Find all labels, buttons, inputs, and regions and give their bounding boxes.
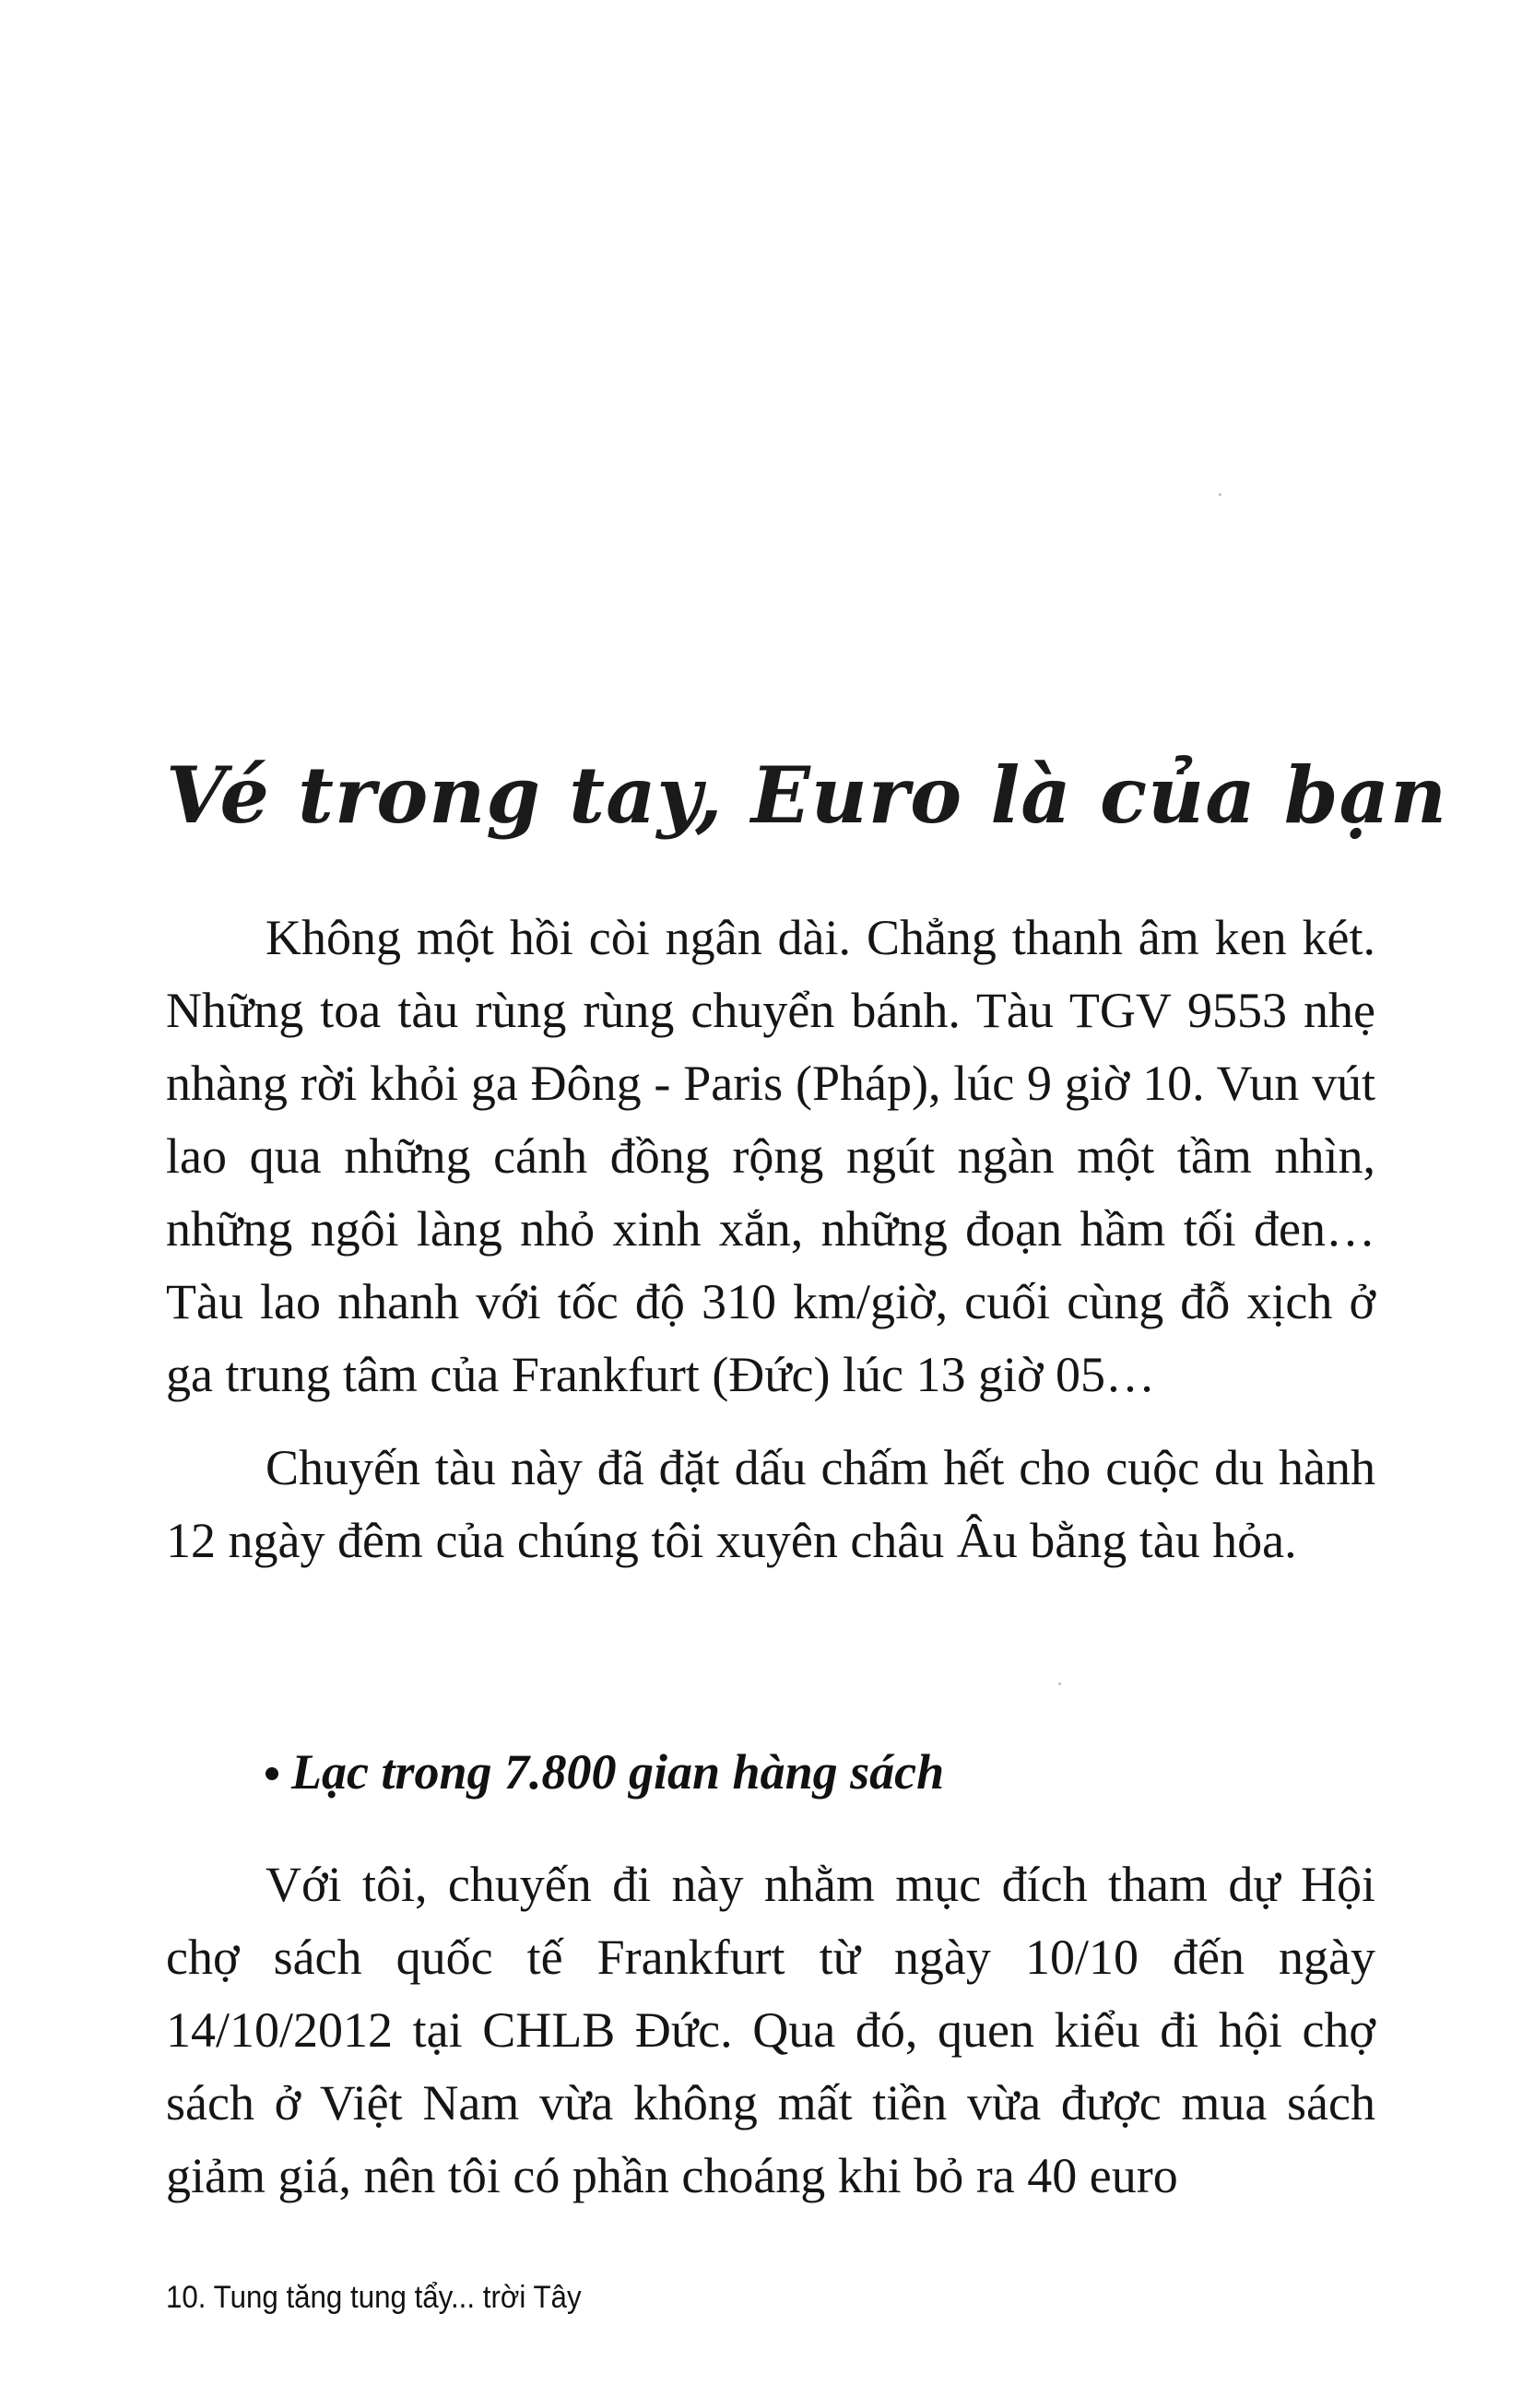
footer-separator: . xyxy=(197,2280,214,2315)
bullet-icon xyxy=(266,1767,278,1780)
paper-speck xyxy=(1219,493,1221,496)
paragraph-journey-end: Chuyến tàu này đã đặt dấu chấm hết cho cuộc du hành 12 ngày đêm của chúng tôi xuyên châu Âu bằng tàu hỏa. xyxy=(166,1440,1375,1568)
page-footer xyxy=(166,2277,582,2318)
section-heading xyxy=(266,1736,944,1809)
paragraph-train-journey: Không một hồi còi ngân dài. Chẳng thanh âm ken két. Những toa tàu rùng rùng chuyển bánh. Tàu TGV 9553 nhẹ nhàng rời khỏi ga Đông - Paris (Pháp), lúc 9 giờ 10. Vun vút lao qua những cánh đồng rộng ngút ngàn một tầm nhìn, những ngôi làng nhỏ xinh xắn, những đoạn hầm tối đen… Tàu lao nhanh với tốc độ 310 km/giờ, cuối cùng đỗ xịch ở ga trung tâm của Frankfurt (Đức) lúc 13 giờ 05… xyxy=(166,910,1375,1402)
paper-speck xyxy=(1058,1682,1061,1685)
running-book-title: Tung tăng tung tẩy... trời Tây xyxy=(213,2280,582,2315)
page-number: 10 xyxy=(166,2280,198,2315)
body-block-book-fair xyxy=(166,1848,1375,2213)
paragraph-book-fair: Với tôi, chuyến đi này nhằm mục đích tham dự Hội chợ sách quốc tế Frankfurt từ ngày 10/10 đến ngày 14/10/2012 tại CHLB Đức. Qua đó, quen kiểu đi hội chợ sách ở Việt Nam vừa không mất tiền vừa được mua sách giảm giá, nên tôi có phần choáng khi bỏ ra 40 euro xyxy=(166,1857,1375,2203)
body-block-intro xyxy=(166,902,1375,1577)
section-heading-text: Lạc trong 7.800 gian hàng sách xyxy=(291,1744,945,1800)
chapter-title: Vé trong tay, Euro là của bạn xyxy=(166,750,1448,842)
